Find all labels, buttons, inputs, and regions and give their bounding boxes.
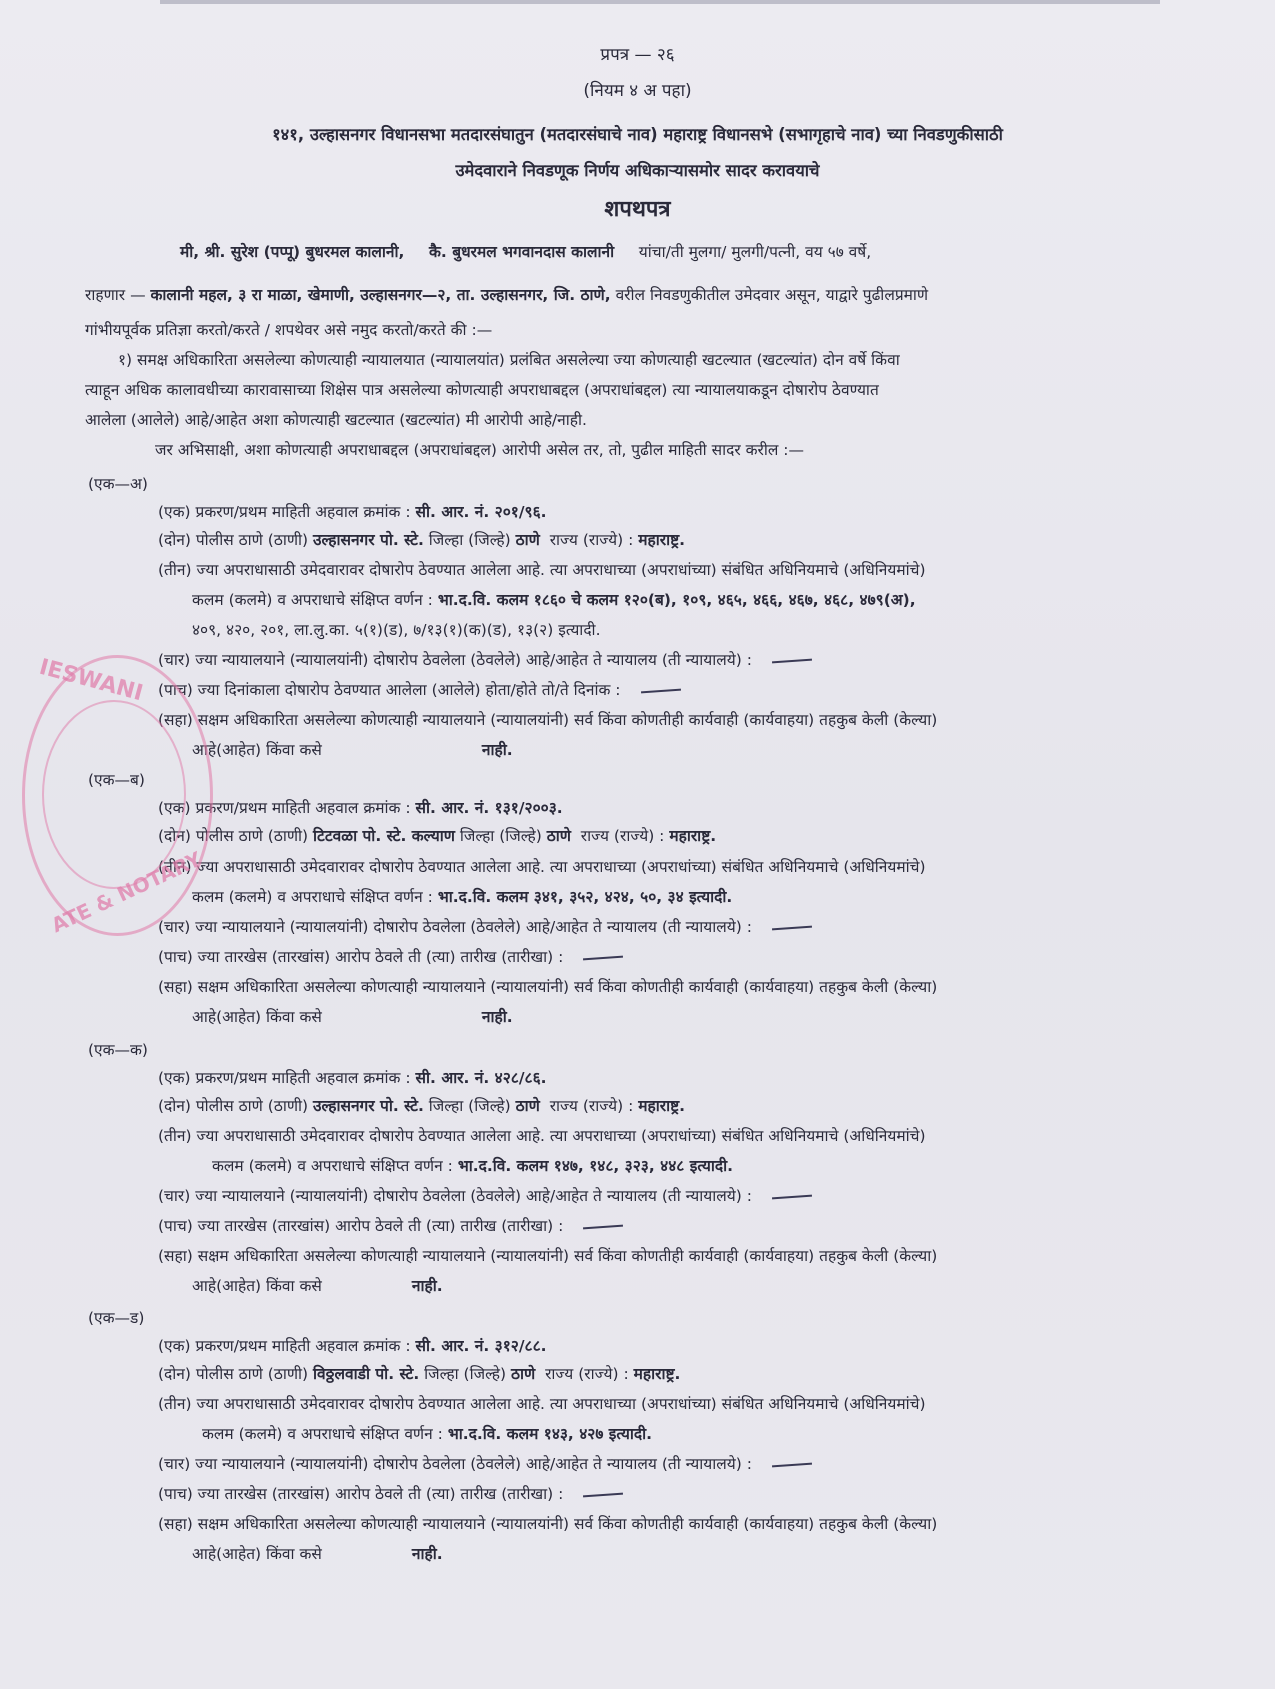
date-row: (पाच) ज्या दिनांकाला दोषारोप ठेवण्यात आलेला (आलेले) होता/होते तो/ते दिनांक : xyxy=(158,678,681,700)
seal-text-top: IESWANI xyxy=(36,654,146,707)
offence-sections: कलम (कलमे) व अपराधाचे संक्षिप्त वर्णन : भा.द.वि. कलम १४३, ४२७ इत्यादी. xyxy=(202,1425,653,1443)
stay-row-cont: आहे(आहेत) किंवा कसे नाही. xyxy=(192,1545,443,1563)
stay-row-cont: आहे(आहेत) किंवा कसे नाही. xyxy=(192,1008,513,1026)
deponent-name: मी, श्री. सुरेश (पप्पू) बुधरमल कालानी, xyxy=(180,243,405,261)
residence-label: राहणार — xyxy=(85,286,146,304)
para1-line3: आलेला (आलेले) आहे/आहेत अशा कोणत्याही खटल्यात (खटल्यांत) मी आरोपी आहे/नाही. xyxy=(85,411,587,429)
seal-text-bottom: ATE & NOTARY xyxy=(47,846,206,938)
offence-sections: कलम (कलमे) व अपराधाचे संक्षिप्त वर्णन : भा.द.वि. कलम १८६० चे कलम १२०(ब), १०९, ४६५, ४६६, ४६७, ४६८, ४७९(अ), xyxy=(192,591,916,609)
purpose-line: उमेदवाराने निवडणूक निर्णय अधिकाऱ्यासमोर सादर करावयाचे xyxy=(455,161,820,180)
offence-row: (तीन) ज्या अपराधासाठी उमेदवारावर दोषारोप ठेवण्यात आलेला आहे. त्या अपराधाच्या (अपराधांच्या) संबंधित अधिनियमाचे (अधिनियमांचे) xyxy=(158,561,926,579)
court-row: (चार) ज्या न्यायालयाने (न्यायालयांनी) दोषारोप ठेवलेला (ठेवलेले) आहे/आहेत ते न्यायालय (ती न्यायालये) : xyxy=(158,1452,812,1474)
date-row: (पाच) ज्या तारखेस (तारखांस) आरोप ठेवले ती (त्या) तारीख (तारीखा) : xyxy=(158,1214,623,1236)
document-title: शपथपत्र xyxy=(604,197,671,222)
stay-row: (सहा) सक्षम अधिकारिता असलेल्या कोणत्याही न्यायालयाने (न्यायालयांनी) सर्व किंवा कोणतीही कार्यवाही (कार्यवाहया) तहकुब केली (केल्या) xyxy=(158,1515,938,1533)
intro-line-1 xyxy=(180,240,871,262)
rule-reference: (नियम ४ अ पहा) xyxy=(583,81,692,101)
police-station-row: (दोन) पोलीस ठाणे (ठाणी) उल्हासनगर पो. स्टे. जिल्हा (जिल्हे) ठाणे राज्य (राज्ये) : महाराष्ट्र. xyxy=(158,1097,686,1115)
candidate-text: वरील निवडणुकीतील उमेदवार असून, याद्वारे पुढीलप्रमाणे xyxy=(615,286,929,304)
section-label: (एक—अ) xyxy=(88,475,148,493)
dash-mark xyxy=(772,1462,812,1467)
father-name: कै. बुधरमल भगवानदास कालानी xyxy=(429,243,615,261)
offence-sections: कलम (कलमे) व अपराधाचे संक्षिप्त वर्णन : भा.द.वि. कलम ३४१, ३५२, ४२४, ५०, ३४ इत्यादी. xyxy=(192,888,733,906)
date-row: (पाच) ज्या तारखेस (तारखांस) आरोप ठेवले ती (त्या) तारीख (तारीखा) : xyxy=(158,1482,623,1504)
offence-sections-cont: ४०९, ४२०, २०१, ला.लु.का. ५(१)(ड), ७/१३(१)(क)(ड), १३(२) इत्यादी. xyxy=(192,621,601,639)
dash-mark xyxy=(772,925,812,930)
case-number-row: (एक) प्रकरण/प्रथम माहिती अहवाल क्रमांक : सी. आर. नं. १३१/२००३. xyxy=(158,799,563,817)
dash-mark xyxy=(772,658,812,663)
date-row: (पाच) ज्या तारखेस (तारखांस) आरोप ठेवले ती (त्या) तारीख (तारीखा) : xyxy=(158,945,623,967)
offence-row: (तीन) ज्या अपराधासाठी उमेदवारावर दोषारोप ठेवण्यात आलेला आहे. त्या अपराधाच्या (अपराधांच्या) संबंधित अधिनियमाचे (अधिनियमांचे) xyxy=(158,858,926,876)
offence-sections: कलम (कलमे) व अपराधाचे संक्षिप्त वर्णन : भा.द.वि. कलम १४७, १४८, ३२३, ४४८ इत्यादी. xyxy=(212,1157,733,1175)
case-number-row: (एक) प्रकरण/प्रथम माहिती अहवाल क्रमांक : सी. आर. नं. ३१२/८८. xyxy=(158,1337,547,1355)
court-row: (चार) ज्या न्यायालयाने (न्यायालयांनी) दोषारोप ठेवलेला (ठेवलेले) आहे/आहेत ते न्यायालय (ती न्यायालये) : xyxy=(158,1184,812,1206)
scan-top-edge xyxy=(160,0,1160,4)
para2: जर अभिसाक्षी, अशा कोणत्याही अपराधाबद्दल (अपराधांबद्दल) आरोपी असेल तर, तो, पुढील माहिती सादर करील :— xyxy=(155,441,805,459)
stay-row: (सहा) सक्षम अधिकारिता असलेल्या कोणत्याही न्यायालयाने (न्यायालयांनी) सर्व किंवा कोणतीही कार्यवाही (कार्यवाहया) तहकुब केली (केल्या) xyxy=(158,711,938,729)
stay-row-cont: आहे(आहेत) किंवा कसे नाही. xyxy=(192,741,513,759)
intro-line-3: गांभीयपूर्वक प्रतिज्ञा करतो/करते / शपथेवर असे नमुद करतो/करते की :— xyxy=(85,321,493,339)
offence-row: (तीन) ज्या अपराधासाठी उमेदवारावर दोषारोप ठेवण्यात आलेला आहे. त्या अपराधाच्या (अपराधांच्या) संबंधित अधिनियमाचे (अधिनियमांचे) xyxy=(158,1395,926,1413)
offence-row: (तीन) ज्या अपराधासाठी उमेदवारावर दोषारोप ठेवण्यात आलेला आहे. त्या अपराधाच्या (अपराधांच्या) संबंधित अधिनियमाचे (अधिनियमांचे) xyxy=(158,1127,926,1145)
dash-mark xyxy=(772,1194,812,1199)
dash-mark xyxy=(583,1224,623,1229)
section-label: (एक—ब) xyxy=(88,771,145,789)
court-row: (चार) ज्या न्यायालयाने (न्यायालयांनी) दोषारोप ठेवलेला (ठेवलेले) आहे/आहेत ते न्यायालय (ती न्यायालये) : xyxy=(158,915,812,937)
police-station-row: (दोन) पोलीस ठाणे (ठाणी) टिटवळा पो. स्टे. कल्याण जिल्हा (जिल्हे) ठाणे राज्य (राज्ये) : महाराष्ट्र. xyxy=(158,827,717,845)
section-label: (एक—क) xyxy=(88,1041,148,1059)
residence-address: कालानी महल, ३ रा माळा, खेमाणी, उल्हासनगर—२, ता. उल्हासनगर, जि. ठाणे, xyxy=(150,286,611,304)
police-station-row: (दोन) पोलीस ठाणे (ठाणी) उल्हासनगर पो. स्टे. जिल्हा (जिल्हे) ठाणे राज्य (राज्ये) : महाराष्ट्र. xyxy=(158,531,686,549)
stay-row: (सहा) सक्षम अधिकारिता असलेल्या कोणत्याही न्यायालयाने (न्यायालयांनी) सर्व किंवा कोणतीही कार्यवाही (कार्यवाहया) तहकुब केली (केल्या) xyxy=(158,978,938,996)
intro-line-2 xyxy=(85,283,928,305)
section-label: (एक—ड) xyxy=(88,1309,145,1327)
court-row: (चार) ज्या न्यायालयाने (न्यायालयांनी) दोषारोप ठेवलेला (ठेवलेले) आहे/आहेत ते न्यायालय (ती न्यायालये) : xyxy=(158,648,812,670)
para1-line1: १) समक्ष अधिकारिता असलेल्या कोणत्याही न्यायालयात (न्यायालयांत) प्रलंबित असलेल्या ज्या कोणत्याही खटल्यात (खटल्यांत) दोन वर्षे किंवा xyxy=(118,351,900,369)
stay-row-cont: आहे(आहेत) किंवा कसे नाही. xyxy=(192,1277,443,1295)
para1-line2: त्याहून अधिक कालावधीच्या कारावासाच्या शिक्षेस पात्र असलेल्या कोणत्याही अपराधाबद्दल (अपराधांबद्दल) त्या न्यायालयाकडून दोषारोप ठेवण्यात xyxy=(85,381,879,399)
case-number-row: (एक) प्रकरण/प्रथम माहिती अहवाल क्रमांक : सी. आर. नं. २०१/९६. xyxy=(158,503,547,521)
dash-mark xyxy=(583,955,623,960)
case-number-row: (एक) प्रकरण/प्रथम माहिती अहवाल क्रमांक : सी. आर. नं. ४२८/८६. xyxy=(158,1069,547,1087)
dash-mark xyxy=(583,1492,623,1497)
police-station-row: (दोन) पोलीस ठाणे (ठाणी) विठ्ठलवाडी पो. स्टे. जिल्हा (जिल्हे) ठाणे राज्य (राज्ये) : महाराष्ट्र. xyxy=(158,1365,681,1383)
form-number: प्रपत्र — २६ xyxy=(600,45,675,65)
constituency-line: १४१, उल्हासनगर विधानसभा मतदारसंघातुन (मतदारसंघाचे नाव) महाराष्ट्र विधानसभे (सभागृहाचे नाव) च्या निवडणुकीसाठी xyxy=(272,125,1003,144)
dash-mark xyxy=(641,688,681,693)
relation-age: यांचा/ती मुलगा/ मुलगी/पत्नी, वय ५७ वर्षे, xyxy=(638,243,872,261)
stay-row: (सहा) सक्षम अधिकारिता असलेल्या कोणत्याही न्यायालयाने (न्यायालयांनी) सर्व किंवा कोणतीही कार्यवाही (कार्यवाहया) तहकुब केली (केल्या) xyxy=(158,1247,938,1265)
